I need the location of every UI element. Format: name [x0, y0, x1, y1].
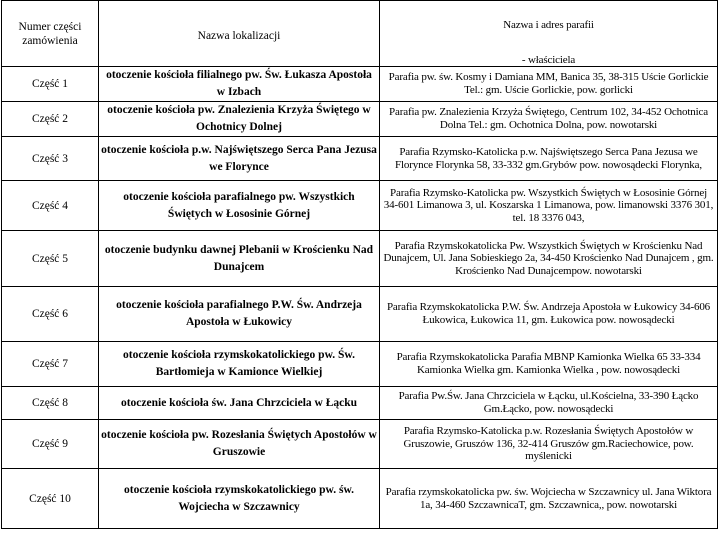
parish-cell: Parafia Rzymsko-Katolicka p.w. Najświętszego Serca Pana Jezusa we Florynce Florynka 58, 33-332 gm.Grybów pow. nowosądecki Florynka, [380, 137, 718, 181]
part-number-cell: Część 1 [2, 67, 99, 102]
part-number-cell: Część 10 [2, 469, 99, 529]
header-owner-note: - właściciela [521, 54, 576, 66]
header-part-number: Numer części zamówienia [2, 1, 99, 67]
parish-cell: Parafia Rzymskokatolicka Pw. Wszystkich Świętych w Krościenku Nad Dunajcem, Ul. Jana Sobieskiego 2a, 34-450 Krościenko Nad Dunajcem , gm. Krościenko Nad Dunajcempow. nowotarski [380, 231, 718, 287]
table-row [2, 181, 718, 231]
parish-cell: Parafia rzymskokatolicka pw. św. Wojciecha w Szczawnicy ul. Jana Wiktora 1a, 34-460 SzczawnicaT, gm. Szczawnica,, pow. nowotarski [380, 469, 718, 529]
part-number-cell: Część 5 [2, 231, 99, 287]
location-cell: otoczenie kościoła rzymskokatolickiego pw. Św. Bartłomieja w Kamionce Wielkiej [99, 342, 380, 387]
part-number-cell: Część 9 [2, 420, 99, 469]
header-row [2, 1, 718, 67]
parish-cell: Parafia Pw.Św. Jana Chrzciciela w Łącku, ul.Kościelna, 33-390 Łącko Gm.Łącko, pow. nowosądecki [380, 387, 718, 420]
table-row [2, 387, 718, 420]
table-row [2, 420, 718, 469]
parish-cell: Parafia Rzymskokatolicka Parafia MBNP Kamionka Wielka 65 33-334 Kamionka Wielka gm. Kamionka Wielka , pow. nowosądecki [380, 342, 718, 387]
location-cell: otoczenie kościoła parafialnego pw. Wszystkich Świętych w Łososinie Górnej [99, 181, 380, 231]
location-cell: otoczenie kościoła parafialnego P.W. Św. Andrzeja Apostoła w Łukowicy [99, 287, 380, 342]
parish-cell: Parafia Rzymsko-Katolicka p.w. Rozesłania Świętych Apostołów w Gruszowie, Gruszów 136, 32-414 Gruszów gm.Raciechowice, pow. myślenicki [380, 420, 718, 469]
table-row [2, 469, 718, 529]
parish-cell: Parafia Rzymsko-Katolicka pw. Wszystkich Świętych w Łososinie Górnej 34-601 Limanowa 3, ul. Koszarska 1 Limanowa, pow. limanowski 3376 301, tel. 18 3376 043, [380, 181, 718, 231]
location-cell: otoczenie kościoła rzymskokatolickiego pw. św. Wojciecha w Szczawnicy [99, 469, 380, 529]
part-number-cell: Część 7 [2, 342, 99, 387]
part-number-cell: Część 3 [2, 137, 99, 181]
part-number-cell: Część 4 [2, 181, 99, 231]
part-number-cell: Część 2 [2, 102, 99, 137]
location-cell: otoczenie kościoła św. Jana Chrzciciela w Łącku [99, 387, 380, 420]
table-row [2, 287, 718, 342]
location-cell: otoczenie budynku dawnej Plebanii w Krościenku Nad Dunajcem [99, 231, 380, 287]
location-cell: otoczenie kościoła filialnego pw. Św. Łukasza Apostoła w Izbach [99, 67, 380, 102]
table-row [2, 342, 718, 387]
location-cell: otoczenie kościoła pw. Znalezienia Krzyża Świętego w Ochotnicy Dolnej [99, 102, 380, 137]
table-row [2, 102, 718, 137]
parish-cell: Parafia Rzymskokatolicka P.W. Św. Andrzeja Apostoła w Łukowicy 34-606 Łukowica, Łukowica 11, gm. Łukowica pow. nowosądecki [380, 287, 718, 342]
parish-locations-table [1, 0, 718, 529]
location-cell: otoczenie kościoła pw. Rozesłania Świętych Apostołów w Gruszowie [99, 420, 380, 469]
table-row [2, 67, 718, 102]
header-parish-title: Nazwa i adres parafii [503, 19, 594, 31]
part-number-cell: Część 8 [2, 387, 99, 420]
location-cell: otoczenie kościoła p.w. Najświętszego Serca Pana Jezusa we Florynce [99, 137, 380, 181]
part-number-cell: Część 6 [2, 287, 99, 342]
table-row [2, 137, 718, 181]
parish-cell: Parafia pw. Znalezienia Krzyża Świętego, Centrum 102, 34-452 Ochotnica Dolna Tel.: gm. Ochotnica Dolna, pow. nowotarski [380, 102, 718, 137]
header-location-name: Nazwa lokalizacji [99, 1, 380, 67]
table-row [2, 231, 718, 287]
header-parish-name-address [380, 1, 718, 67]
parish-cell: Parafia pw. św. Kosmy i Damiana MM, Banica 35, 38-315 Uście Gorlickie Tel.: gm. Uście Gorlickie, pow. gorlicki [380, 67, 718, 102]
